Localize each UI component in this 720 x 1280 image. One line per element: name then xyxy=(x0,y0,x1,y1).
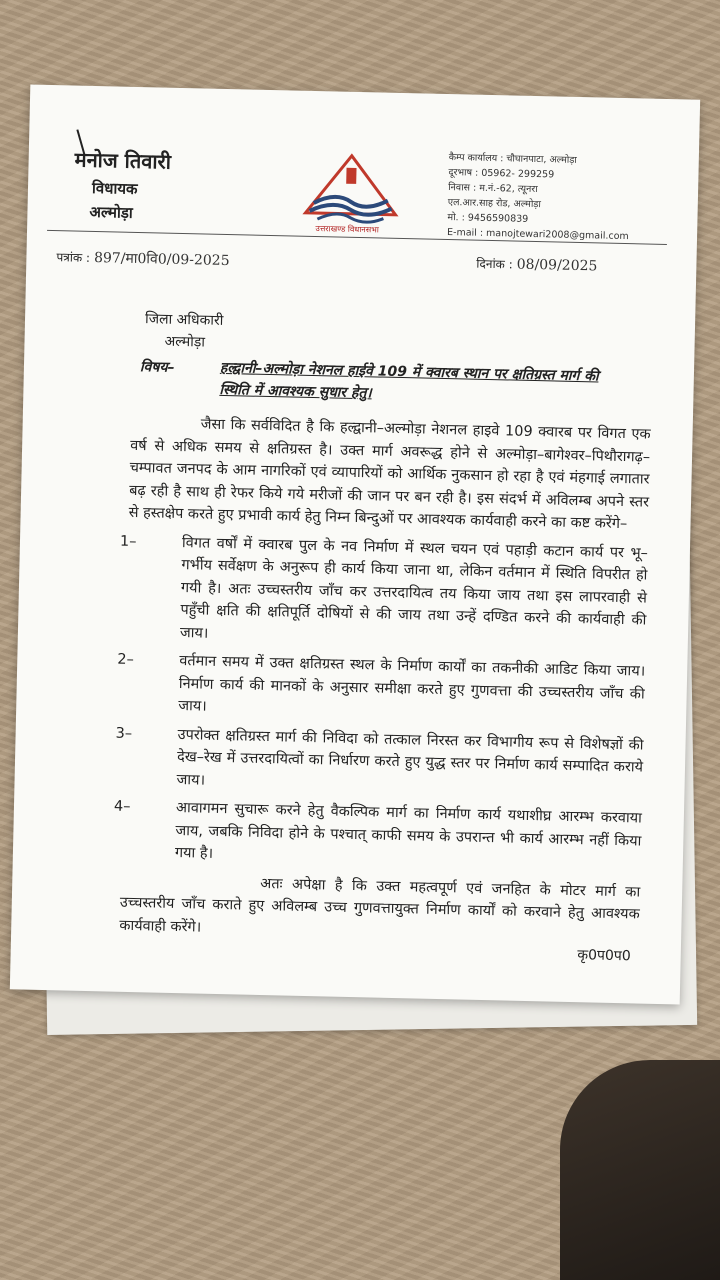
addressee-place: अल्मोड़ा xyxy=(164,333,206,351)
contact-line: मो. : 9456590839 xyxy=(447,212,529,225)
list-item xyxy=(119,530,649,654)
point-number: 2– xyxy=(117,651,134,669)
date-value: 08/09/2025 xyxy=(516,256,598,275)
intro-paragraph: जैसा कि सर्वविदित है कि हल्द्वानी–अल्मोड़ा नेशनल हाइवे 109 क्वारब पर विगत एक वर्ष से अधिक समय से क्षतिग्रस्त है। उक्त मार्ग अवरूद्ध होने से अल्मोड़ा–बागेश्वर–पिथौरागढ़–चम्पावत जनपद के आम नागरिकों एवं व्यापारियों को आर्थिक नुकसान हो रहा है एवं मंहगाई लगातार बढ़ रही है साथ ही रेफर किये गये मरीजों की जान पर बन रही है। इस संदर्भ में अविलम्ब अपने स्तर से हस्तक्षेप करते हुए प्रभावी कार्य हेतु निम्न बिन्दुओं पर आवश्यक कार्यवाही करने का कष्ट करेंगे– xyxy=(128,416,651,533)
background-corner xyxy=(560,1060,720,1280)
letter-body xyxy=(113,412,651,949)
subject-label: विषय– xyxy=(139,359,175,376)
mla-place: अल्मोड़ा xyxy=(89,202,133,222)
point-text: आवागमन सुचारू करने हेतु वैकल्पिक मार्ग का निर्माण कार्य यथाशीघ्र आरम्भ करवाया जाय, जबकि निविदा होने के पश्चात् काफी समय के उपरान्त भी कार्य आरम्भ नहीं किया गया है। xyxy=(174,800,643,862)
mla-name: मनोज तिवारी xyxy=(74,147,172,174)
list-item xyxy=(113,796,643,875)
continuation-note: कृ0प0प0 xyxy=(577,947,631,965)
contact-line: E-mail : manojtewari2008@gmail.com xyxy=(446,227,629,243)
letter-date xyxy=(476,255,597,275)
contact-line: दूरभाष : 05962- 299259 xyxy=(448,167,555,181)
contact-line: निवास : म.नं.-62, त्यूनरा xyxy=(447,182,538,196)
point-text: उपरोक्त क्षतिग्रस्त मार्ग की निविदा को तत्काल निरस्त कर विभागीय रूप से विशेषज्ञों की देख–रेख में उत्तरदायित्वों का निर्धारण करते हुए युद्ध स्तर पर निर्माण कार्य सम्पादित कराये जाय। xyxy=(176,726,644,789)
point-text: विगत वर्षों में क्वारब पुल के नव निर्माण में स्थल चयन एवं पहाड़ी कटान कार्य पर भू–गर्भीय सर्वेक्षण के अनुरूप ही कार्य किया जाना था, लेकिन वर्तमान में स्थिति विपरीत हो गयी है। अतः उच्चस्तरीय जाँच कर उत्तरदायित्व तय किया जाय तथा इस लापरवाही से पहुँची क्षति की क्षतिपूर्ति दोषियों से की जाय तथा उन्हें दण्डित करने की कार्यवाही की जाय। xyxy=(179,534,649,642)
point-number: 4– xyxy=(113,798,131,815)
point-text: वर्तमान समय में उक्त क्षतिग्रस्त स्थल के निर्माण कार्यों का तकनीकी आडिट किया जाय। निर्माण कार्य की मानकों के अनुसार समीक्षा करते हुए गुणवत्ता की उच्चस्तरीय जाँच की जाय। xyxy=(178,653,646,715)
contact-line: कैम्प कार्यालय : चौघानपाटा, अल्मोड़ा xyxy=(448,152,577,166)
point-number: 3– xyxy=(115,725,133,742)
closing-paragraph: अतः अपेक्षा है कि उक्त महत्वपूर्ण एवं जनहित के मोटर मार्ग का उच्चस्तरीय जाँच कराते हुए अविलम्ब उच्च गुणवत्तायुक्त निर्माण कार्यों को करवाने हेतु आवश्यक कार्यवाही करेंगे। xyxy=(119,875,641,936)
date-label: दिनांक : xyxy=(476,256,513,272)
mla-designation: विधायक xyxy=(91,178,138,198)
ref-label: पत्रांक : xyxy=(56,250,91,265)
ref-value: 897/मा0वि0/09-2025 xyxy=(93,250,230,270)
list-item xyxy=(115,722,644,801)
assembly-logo-icon xyxy=(295,151,407,233)
addressee-title: जिला अधिकारी xyxy=(144,311,224,329)
contact-block xyxy=(447,150,649,245)
list-item xyxy=(117,649,646,728)
letter-page xyxy=(10,85,700,1005)
contact-line: एल.आर.साह रोड, अल्मोड़ा xyxy=(447,197,542,211)
logo-caption: उत्तराखण्ड विधानसभा xyxy=(315,224,379,235)
point-number: 1– xyxy=(119,533,137,550)
subject-text: हल्द्वानी–अल्मोड़ा नेशनल हाईवे 109 में क्वारब स्थान पर क्षतिग्रस्त मार्ग की स्थिति में आवश्यक सुधार हेतु। xyxy=(219,359,599,402)
reference-number xyxy=(56,247,230,270)
